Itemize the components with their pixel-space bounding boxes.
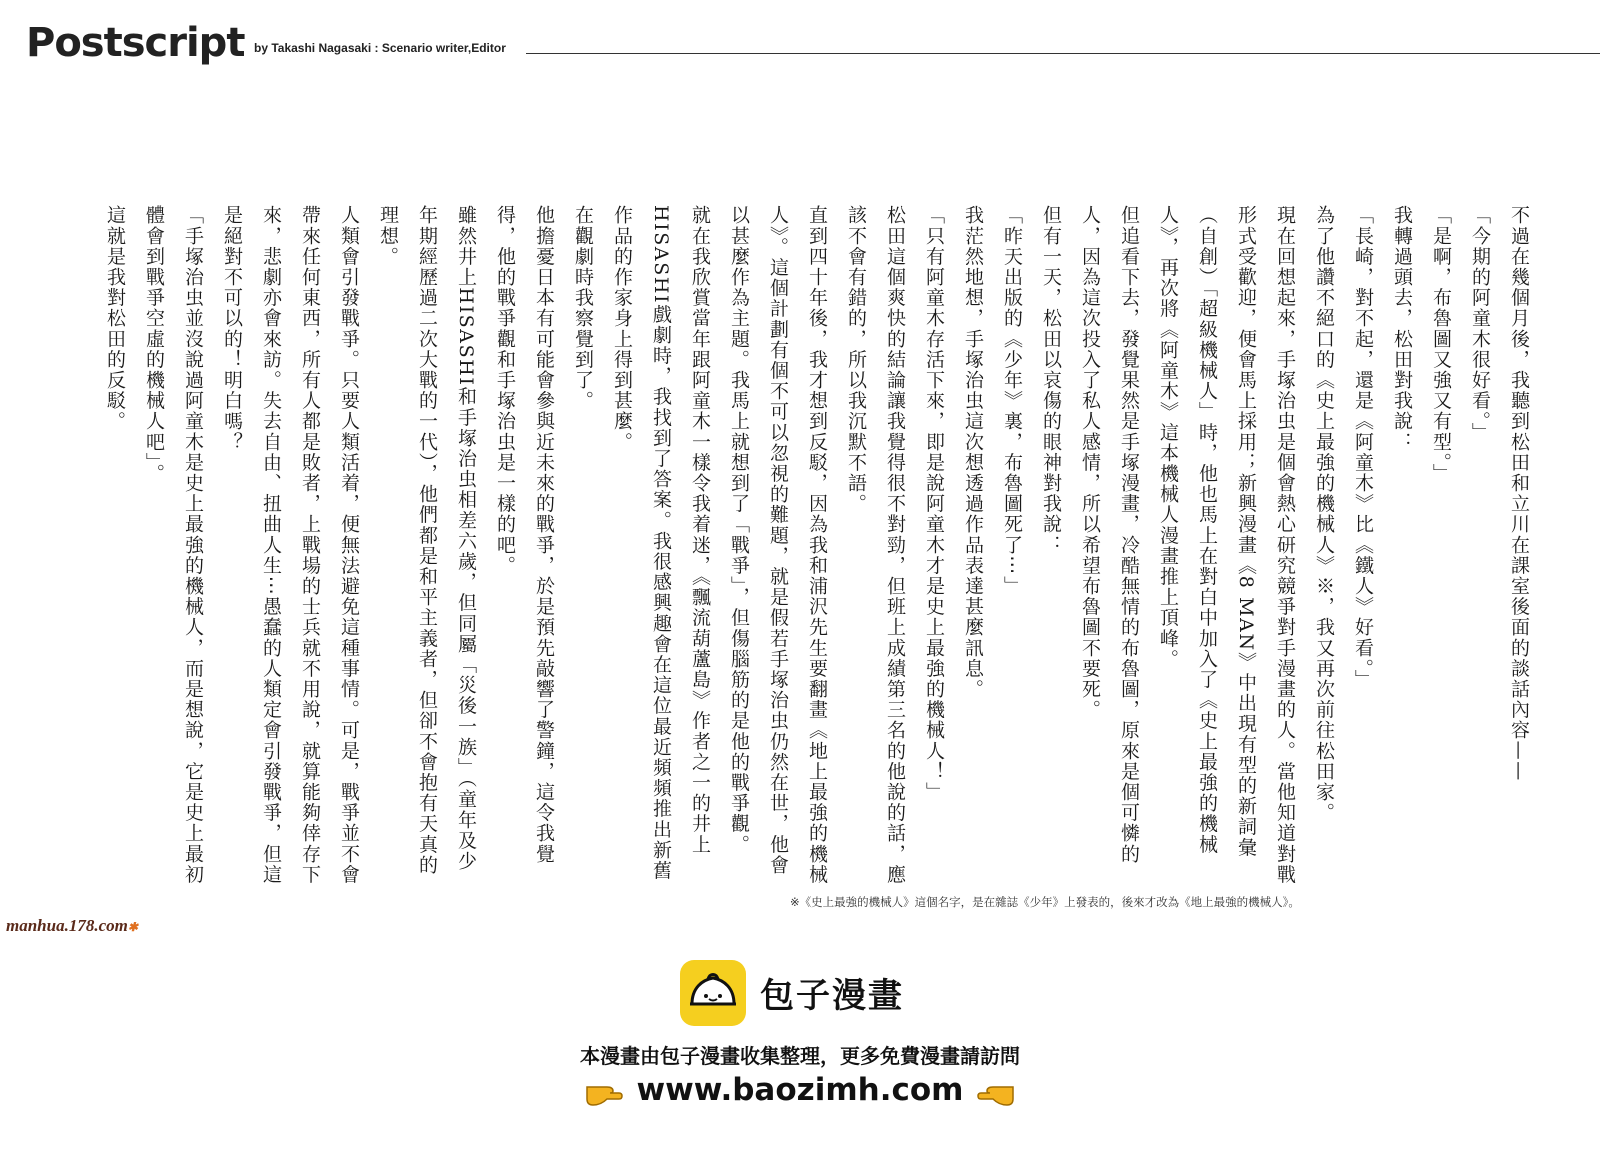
paragraph: 直到四十年後，我才想到反駁，因為我和浦沢先生要翻畫《地上最強的機械人》。這個計劃有個不可以忽視的難題，就是假若手塚治虫仍然在世，他會以甚麼作為主題。我馬上就想到了「戰爭」，但傷腦筋的是他的戰爭觀。	[728, 205, 828, 885]
page-header	[26, 18, 1600, 68]
page-title: Postscript	[26, 20, 245, 66]
url-row	[0, 1072, 1600, 1108]
paragraph: 但有一天，松田以哀傷的眼神對我說：	[1040, 205, 1062, 556]
star-icon: ✱	[127, 920, 138, 934]
paragraph: 松田這個爽快的結論讓我覺得很不對勁，但班上成績第三名的他說的話，應該不會有錯的，所以我沉默不語。	[845, 205, 906, 885]
footnote: ※《史上最強的機械人》這個名字，是在雜誌《少年》上發表的，後來才改為《地上最強的機械人》。	[790, 895, 1300, 909]
paragraph: 「是啊，布魯圖又強又有型。」	[1430, 205, 1452, 484]
paragraph: 他擔憂日本有可能會參與近未來的戰爭，於是預先敲響了警鐘，這令我覺得，他的戰爭觀和手塚治虫是一樣的吧。	[494, 205, 555, 865]
paragraph: 不過在幾個月後，我聽到松田和立川在課室後面的談話內容——	[1508, 205, 1530, 782]
paragraph: 現在回想起來，手塚治虫是個會熱心研究競爭對手漫畫的人。當他知道對戰形式受歡迎，便會馬上採用；新興漫畫《8 MAN》中出現有型的新詞彙（自創）「超級機械人」時，他也馬上在對白中加入了《史上最強的機械人》，再次將《阿童木》這本機械人漫畫推上頂峰。	[1157, 205, 1296, 885]
author-byline: by Takashi Nagasaki : Scenario writer,Editor	[254, 41, 506, 55]
pointing-hand-right-icon	[583, 1077, 623, 1107]
paragraph: 人類會引發戰爭。只要人類活着，便無法避免這種事情。可是，戰爭並不會帶來任何東西，所有人都是敗者，上戰場的士兵就不用說，就算能夠倖存下來，悲劇亦會來訪。失去自由、扭曲人生⋯愚蠢的人類定會引發戰爭，但這是絕對不可以的！明白嗎？	[221, 205, 360, 885]
paragraph: 「只有阿童木存活下來，即是說阿童木才是史上最強的機械人！」	[923, 205, 945, 803]
watermark-text: manhua.178.com	[6, 916, 128, 935]
header-rule	[526, 53, 1600, 54]
source-watermark	[6, 916, 138, 936]
paragraph: 我茫然地想，手塚治虫這次想透過作品表達甚麼訊息。	[962, 205, 984, 700]
paragraph: 在觀劇時我察覺到了。	[572, 205, 594, 411]
paragraph: 這就是我對松田的反駁。	[104, 205, 126, 432]
paragraph: 雖然井上HISASHI和手塚治虫相差六歲，但同屬「災後一族」（童年及少年期經歷過二次大戰的一代），他們都是和平主義者，但卻不會抱有天真的理想。	[377, 205, 477, 876]
paragraph: 「手塚治虫並沒說過阿童木是史上最強的機械人，而是想說，它是史上最初體會到戰爭空虛的機械人吧」。	[143, 205, 204, 885]
promo-banner	[0, 960, 1600, 1155]
paragraph: 但追看下去，發覺果然是手塚漫畫，冷酷無情的布魯圖，原來是個可憐的人，因為這次投入了私人感情，所以希望布魯圖不要死。	[1079, 205, 1140, 865]
site-link[interactable]: www.baozimh.com	[636, 1072, 964, 1108]
promo-notice: 本漫畫由包子漫畫收集整理，更多免費漫畫請訪問	[580, 1044, 1020, 1068]
paragraph: 「長崎，對不起，還是《阿童木》比《鐵人》好看。」	[1352, 205, 1374, 690]
postscript-body	[18, 205, 1538, 885]
paragraph: 「昨天出版的《少年》裏，布魯圖死了⋯」	[1001, 205, 1023, 597]
paragraph: 「今期的阿童木很好看。」	[1469, 205, 1491, 443]
paragraph: 就在我欣賞當年跟阿童木一樣令我着迷，《飄流葫蘆島》作者之一的井上HISASHI戲劇時，我找到了答案。我很感興趣會在這位最近頻頻推出新舊作品的作家身上得到甚麼。	[611, 205, 711, 881]
paragraph: 為了他讚不絕口的《史上最強的機械人》※，我又再次前往松田家。	[1313, 205, 1335, 823]
brand-name: 包子漫畫	[760, 976, 904, 1016]
paragraph: 我轉過頭去，松田對我說：	[1391, 205, 1413, 453]
baozi-logo-icon	[680, 960, 746, 1026]
pointing-hand-left-icon	[977, 1077, 1017, 1107]
